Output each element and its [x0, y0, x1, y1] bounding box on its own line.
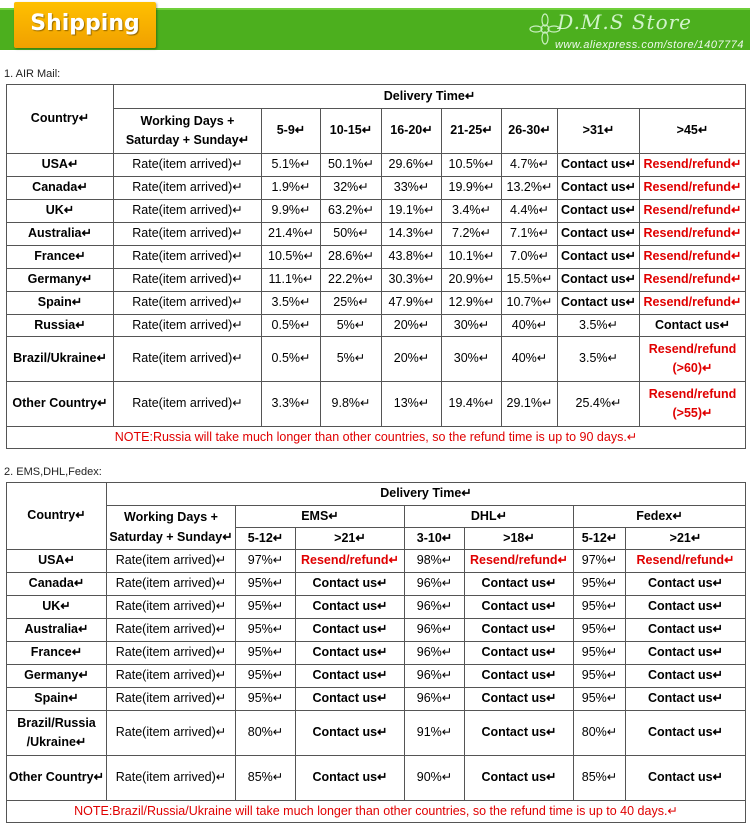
express-country-cell: Australia↵	[7, 619, 107, 642]
air-value-cell: 63.2%↵	[321, 200, 382, 223]
air-table-row	[7, 154, 746, 177]
express-range-header: >21↵	[296, 528, 405, 550]
air-value-cell: 3.4%↵	[442, 200, 502, 223]
air-table-row	[7, 246, 746, 269]
express-value-cell: Contact us↵	[626, 642, 746, 665]
express-range-header: 5-12↵	[236, 528, 296, 550]
air-value-cell: 4.4%↵	[502, 200, 558, 223]
air-country-cell: Russia↵	[7, 315, 114, 337]
air-value-cell: 7.2%↵	[442, 223, 502, 246]
air-value-cell: 15.5%↵	[502, 269, 558, 292]
air-value-cell: 25.4%↵	[558, 382, 640, 427]
express-rate-cell: Rate(item arrived)↵	[107, 550, 236, 573]
express-note: NOTE:Brazil/Russia/Ukraine will take much longer than other countries, so the refund time is up to 40 days.↵	[7, 801, 746, 823]
express-rate-cell: Rate(item arrived)↵	[107, 573, 236, 596]
air-value-cell: 28.6%↵	[321, 246, 382, 269]
air-table-row	[7, 382, 746, 427]
express-table-row	[7, 642, 746, 665]
air-rate-cell: Rate(item arrived)↵	[114, 315, 262, 337]
air-value-cell: Contact us↵	[558, 246, 640, 269]
air-value-cell: Contact us↵	[558, 223, 640, 246]
air-country-cell: France↵	[7, 246, 114, 269]
express-value-cell: 80%↵	[236, 711, 296, 756]
air-country-cell: USA↵	[7, 154, 114, 177]
air-value-cell: 20%↵	[382, 315, 442, 337]
express-country-cell: USA↵	[7, 550, 107, 573]
air-value-cell: Resend/refund↵	[640, 269, 746, 292]
air-value-cell: Contact us↵	[640, 315, 746, 337]
express-rate-cell: Rate(item arrived)↵	[107, 642, 236, 665]
air-value-cell: 33%↵	[382, 177, 442, 200]
air-value-cell: Resend/refund↵	[640, 154, 746, 177]
express-value-cell: 95%↵	[236, 573, 296, 596]
express-value-cell: Contact us↵	[296, 756, 405, 801]
air-country-cell: Spain↵	[7, 292, 114, 315]
express-value-cell: 98%↵	[405, 550, 465, 573]
express-value-cell: 95%↵	[236, 619, 296, 642]
express-value-cell: Resend/refund↵	[465, 550, 574, 573]
air-value-cell: Resend/refund↵	[640, 223, 746, 246]
air-table-row	[7, 177, 746, 200]
air-value-cell: 1.9%↵	[262, 177, 321, 200]
air-value-cell: Contact us↵	[558, 269, 640, 292]
express-value-cell: Contact us↵	[465, 688, 574, 711]
express-value-cell: 95%↵	[574, 642, 626, 665]
express-value-cell: 96%↵	[405, 619, 465, 642]
express-value-cell: 95%↵	[236, 642, 296, 665]
express-value-cell: 96%↵	[405, 573, 465, 596]
air-range-header: 21-25↵	[442, 109, 502, 154]
express-value-cell: Contact us↵	[296, 596, 405, 619]
air-range-header: >31↵	[558, 109, 640, 154]
air-value-cell: 3.5%↵	[558, 315, 640, 337]
header-banner	[0, 0, 750, 55]
air-value-cell: 5.1%↵	[262, 154, 321, 177]
air-value-cell: 5%↵	[321, 337, 382, 382]
air-range-header: 16-20↵	[382, 109, 442, 154]
air-value-cell: 9.8%↵	[321, 382, 382, 427]
air-value-cell: 10.1%↵	[442, 246, 502, 269]
air-table-row	[7, 315, 746, 337]
air-value-cell: 43.8%↵	[382, 246, 442, 269]
air-value-cell: 30%↵	[442, 315, 502, 337]
shipping-title-tab	[14, 2, 156, 48]
express-value-cell: 80%↵	[574, 711, 626, 756]
air-table-row	[7, 223, 746, 246]
express-value-cell: 95%↵	[574, 573, 626, 596]
express-value-cell: 97%↵	[574, 550, 626, 573]
carrier-header: DHL↵	[405, 506, 574, 528]
express-value-cell: 90%↵	[405, 756, 465, 801]
express-country-cell: Other Country↵	[7, 756, 107, 801]
air-rate-cell: Rate(item arrived)↵	[114, 292, 262, 315]
air-value-cell: Contact us↵	[558, 200, 640, 223]
express-value-cell: Contact us↵	[296, 619, 405, 642]
air-value-cell: 50%↵	[321, 223, 382, 246]
air-value-cell: Resend/refund↵	[640, 177, 746, 200]
air-value-cell: 50.1%↵	[321, 154, 382, 177]
express-country-cell: France↵	[7, 642, 107, 665]
air-value-cell: 19.4%↵	[442, 382, 502, 427]
express-table	[6, 482, 746, 823]
express-value-cell: Resend/refund↵	[626, 550, 746, 573]
express-table-row	[7, 688, 746, 711]
express-range-header: >21↵	[626, 528, 746, 550]
express-table-row	[7, 619, 746, 642]
air-value-cell: 30%↵	[442, 337, 502, 382]
express-value-cell: Contact us↵	[626, 596, 746, 619]
express-value-cell: Contact us↵	[626, 688, 746, 711]
air-value-cell: 4.7%↵	[502, 154, 558, 177]
air-value-cell: 13.2%↵	[502, 177, 558, 200]
express-delivery-time-header: Delivery Time↵	[107, 483, 746, 506]
air-value-cell: 9.9%↵	[262, 200, 321, 223]
air-table-row	[7, 292, 746, 315]
air-value-cell: 40%↵	[502, 315, 558, 337]
express-table-row	[7, 550, 746, 573]
express-value-cell: Contact us↵	[465, 642, 574, 665]
express-table-row	[7, 665, 746, 688]
air-country-cell: Australia↵	[7, 223, 114, 246]
air-value-cell: Contact us↵	[558, 292, 640, 315]
air-value-cell: 3.5%↵	[262, 292, 321, 315]
express-value-cell: Contact us↵	[626, 711, 746, 756]
air-rate-cell: Rate(item arrived)↵	[114, 200, 262, 223]
air-value-cell: 30.3%↵	[382, 269, 442, 292]
air-range-header: 26-30↵	[502, 109, 558, 154]
express-value-cell: Contact us↵	[296, 665, 405, 688]
air-table-row	[7, 200, 746, 223]
air-value-cell: 10.5%↵	[262, 246, 321, 269]
air-range-header: 10-15↵	[321, 109, 382, 154]
air-value-cell: Resend/refund↵	[640, 292, 746, 315]
express-value-cell: Contact us↵	[465, 665, 574, 688]
express-value-cell: Contact us↵	[465, 596, 574, 619]
express-value-cell: Contact us↵	[296, 573, 405, 596]
air-value-cell: 3.3%↵	[262, 382, 321, 427]
air-value-cell: 29.1%↵	[502, 382, 558, 427]
express-table-row	[7, 573, 746, 596]
air-note: NOTE:Russia will take much longer than other countries, so the refund time is up to 90 days.↵	[7, 427, 746, 449]
express-value-cell: 96%↵	[405, 642, 465, 665]
air-rate-cell: Rate(item arrived)↵	[114, 382, 262, 427]
express-value-cell: Contact us↵	[465, 619, 574, 642]
air-value-cell: 47.9%↵	[382, 292, 442, 315]
air-value-cell: 13%↵	[382, 382, 442, 427]
air-rate-cell: Rate(item arrived)↵	[114, 154, 262, 177]
air-rate-cell: Rate(item arrived)↵	[114, 246, 262, 269]
express-value-cell: Resend/refund↵	[296, 550, 405, 573]
air-value-cell: 20.9%↵	[442, 269, 502, 292]
express-value-cell: Contact us↵	[626, 573, 746, 596]
air-value-cell: 14.3%↵	[382, 223, 442, 246]
air-value-cell: 29.6%↵	[382, 154, 442, 177]
air-table-row	[7, 337, 746, 382]
express-country-cell: Brazil/Russia /Ukraine↵	[7, 711, 107, 756]
air-value-cell: 22.2%↵	[321, 269, 382, 292]
express-rate-cell: Rate(item arrived)↵	[107, 596, 236, 619]
express-value-cell: 95%↵	[574, 596, 626, 619]
air-mail-section-label: 1. AIR Mail:	[4, 68, 61, 80]
express-value-cell: Contact us↵	[465, 756, 574, 801]
air-rate-cell: Rate(item arrived)↵	[114, 177, 262, 200]
air-range-header: 5-9↵	[262, 109, 321, 154]
express-value-cell: Contact us↵	[626, 665, 746, 688]
air-mail-table	[6, 84, 746, 449]
air-rate-cell: Rate(item arrived)↵	[114, 337, 262, 382]
air-range-header: >45↵	[640, 109, 746, 154]
express-value-cell: 95%↵	[574, 619, 626, 642]
air-value-cell: 5%↵	[321, 315, 382, 337]
store-name: D.M.S Store	[557, 10, 692, 34]
air-value-cell: 20%↵	[382, 337, 442, 382]
express-value-cell: 96%↵	[405, 688, 465, 711]
express-range-header: 5-12↵	[574, 528, 626, 550]
air-value-cell: Resend/refund↵	[640, 200, 746, 223]
carrier-header: EMS↵	[236, 506, 405, 528]
air-delivery-time-header: Delivery Time↵	[114, 85, 746, 109]
express-value-cell: Contact us↵	[465, 711, 574, 756]
express-value-cell: 97%↵	[236, 550, 296, 573]
air-value-cell: 0.5%↵	[262, 337, 321, 382]
express-country-cell: Canada↵	[7, 573, 107, 596]
air-country-cell: Brazil/Ukraine↵	[7, 337, 114, 382]
express-country-cell: UK↵	[7, 596, 107, 619]
air-value-cell: Contact us↵	[558, 177, 640, 200]
air-country-header: Country↵	[7, 85, 114, 154]
express-value-cell: 96%↵	[405, 665, 465, 688]
air-value-cell: 40%↵	[502, 337, 558, 382]
express-value-cell: 85%↵	[574, 756, 626, 801]
express-country-cell: Spain↵	[7, 688, 107, 711]
air-value-cell: 19.9%↵	[442, 177, 502, 200]
express-range-header: >18↵	[465, 528, 574, 550]
air-value-cell: 0.5%↵	[262, 315, 321, 337]
express-value-cell: Contact us↵	[465, 573, 574, 596]
express-rate-cell: Rate(item arrived)↵	[107, 756, 236, 801]
express-value-cell: 95%↵	[236, 665, 296, 688]
air-value-cell: 32%↵	[321, 177, 382, 200]
express-table-row	[7, 711, 746, 756]
air-value-cell: Contact us↵	[558, 154, 640, 177]
express-value-cell: Contact us↵	[296, 711, 405, 756]
express-country-cell: Germany↵	[7, 665, 107, 688]
air-value-cell: 25%↵	[321, 292, 382, 315]
air-value-cell: 3.5%↵	[558, 337, 640, 382]
express-rate-cell: Rate(item arrived)↵	[107, 619, 236, 642]
express-rate-cell: Rate(item arrived)↵	[107, 688, 236, 711]
air-country-cell: Other Country↵	[7, 382, 114, 427]
air-working-days-header: Working Days + Saturday + Sunday↵	[114, 109, 262, 154]
express-value-cell: 95%↵	[574, 688, 626, 711]
express-value-cell: 95%↵	[236, 596, 296, 619]
express-working-days-header: Working Days + Saturday + Sunday↵	[107, 506, 236, 550]
air-country-cell: Canada↵	[7, 177, 114, 200]
air-rate-cell: Rate(item arrived)↵	[114, 269, 262, 292]
express-range-header: 3-10↵	[405, 528, 465, 550]
air-value-cell: 11.1%↵	[262, 269, 321, 292]
air-value-cell: 7.0%↵	[502, 246, 558, 269]
air-value-cell: 10.5%↵	[442, 154, 502, 177]
express-value-cell: 96%↵	[405, 596, 465, 619]
express-section-label: 2. EMS,DHL,Fedex:	[4, 466, 102, 478]
express-value-cell: Contact us↵	[626, 756, 746, 801]
express-value-cell: 95%↵	[574, 665, 626, 688]
air-rate-cell: Rate(item arrived)↵	[114, 223, 262, 246]
air-table-row	[7, 269, 746, 292]
express-value-cell: Contact us↵	[626, 619, 746, 642]
air-value-cell: Resend/refund↵	[640, 246, 746, 269]
express-value-cell: Contact us↵	[296, 688, 405, 711]
express-value-cell: 91%↵	[405, 711, 465, 756]
express-value-cell: 95%↵	[236, 688, 296, 711]
air-value-cell: 10.7%↵	[502, 292, 558, 315]
express-value-cell: Contact us↵	[296, 642, 405, 665]
express-table-row	[7, 756, 746, 801]
carrier-header: Fedex↵	[574, 506, 746, 528]
express-rate-cell: Rate(item arrived)↵	[107, 711, 236, 756]
air-value-cell: 7.1%↵	[502, 223, 558, 246]
air-value-cell: 21.4%↵	[262, 223, 321, 246]
express-table-row	[7, 596, 746, 619]
air-value-cell: 19.1%↵	[382, 200, 442, 223]
express-country-header: Country↵	[7, 483, 107, 550]
page-title: Shipping	[30, 11, 140, 36]
store-url: www.aliexpress.com/store/1407774	[554, 39, 744, 51]
air-value-cell: Resend/refund (>55)↵	[640, 382, 746, 427]
air-country-cell: Germany↵	[7, 269, 114, 292]
express-rate-cell: Rate(item arrived)↵	[107, 665, 236, 688]
air-value-cell: 12.9%↵	[442, 292, 502, 315]
air-country-cell: UK↵	[7, 200, 114, 223]
air-value-cell: Resend/refund (>60)↵	[640, 337, 746, 382]
express-value-cell: 85%↵	[236, 756, 296, 801]
